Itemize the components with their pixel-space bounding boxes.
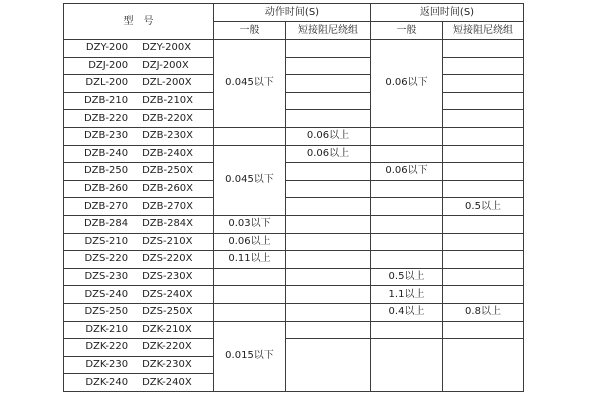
model-name: DZB-230 <box>83 130 129 142</box>
model-name: DZB-260 <box>83 183 129 195</box>
value-cell-return-damped <box>443 75 524 93</box>
model-name: DZB-250X <box>142 165 194 177</box>
model-name: DZB-230X <box>142 130 194 142</box>
value-cell-action-damped <box>286 180 371 198</box>
value-cell-return-damped <box>443 92 524 110</box>
model-name: DZK-210X <box>142 323 192 335</box>
table-row <box>64 180 524 198</box>
model-cell <box>64 40 214 58</box>
value-cell-return-damped <box>443 339 524 392</box>
value-cell-return-damped <box>443 251 524 269</box>
model-name: DZK-210 <box>85 323 129 335</box>
model-name: DZS-230 <box>84 271 129 283</box>
value-cell-return-damped <box>443 268 524 286</box>
value-cell-return-general: 0.06以下 <box>371 163 443 181</box>
table-row <box>64 145 524 163</box>
value-cell-action-general: 0.015以下 <box>214 321 286 391</box>
value-cell-return-general <box>371 127 443 145</box>
table-row <box>64 268 524 286</box>
table-row <box>64 198 524 216</box>
value-cell-action-damped <box>286 57 371 75</box>
header-action-general: 一般 <box>214 22 286 40</box>
value-cell-return-damped <box>443 110 524 128</box>
value-cell-action-damped <box>286 110 371 128</box>
model-name: DZS-220 <box>84 253 129 265</box>
value-cell-action-general: 0.045以下 <box>214 40 286 128</box>
header-row-1 <box>64 4 524 22</box>
relay-spec-table <box>63 3 524 392</box>
model-name: DZB-240 <box>83 147 129 159</box>
value-cell-action-general: 0.11以上 <box>214 251 286 269</box>
model-name: DZB-210X <box>142 95 194 107</box>
table-row <box>64 339 524 357</box>
model-cell <box>64 110 214 128</box>
table-row <box>64 215 524 233</box>
model-name: DZS-210 <box>84 235 129 247</box>
model-cell <box>64 57 214 75</box>
model-cell <box>64 303 214 321</box>
model-name: DZK-240 <box>85 376 129 388</box>
model-cell <box>64 268 214 286</box>
value-cell-action-damped <box>286 75 371 93</box>
model-cell <box>64 215 214 233</box>
value-cell-action-damped <box>286 233 371 251</box>
value-cell-return-damped: 0.5以上 <box>443 198 524 216</box>
model-name: DZB-220X <box>142 112 194 124</box>
model-name: DZB-270X <box>142 200 194 212</box>
value-cell-action-damped <box>286 251 371 269</box>
model-cell <box>64 286 214 304</box>
value-cell-action-damped <box>286 339 371 392</box>
model-cell <box>64 92 214 110</box>
value-cell-return-damped <box>443 180 524 198</box>
table-row <box>64 163 524 181</box>
table-row <box>64 251 524 269</box>
model-name: DZS-240 <box>84 288 129 300</box>
value-cell-return-damped <box>443 40 524 58</box>
value-cell-action-damped <box>286 92 371 110</box>
table-row <box>64 57 524 75</box>
value-cell-action-damped <box>286 215 371 233</box>
value-cell-action-general <box>214 127 286 145</box>
value-cell-action-general: 0.03以下 <box>214 215 286 233</box>
value-cell-return-general <box>371 215 443 233</box>
table-row <box>64 92 524 110</box>
model-name: DZK-230 <box>85 358 129 370</box>
value-cell-action-general <box>214 286 286 304</box>
model-name: DZJ-200X <box>142 59 189 71</box>
model-name: DZL-200X <box>142 77 192 89</box>
value-cell-action-damped <box>286 321 371 339</box>
model-cell <box>64 180 214 198</box>
header-return-general: 一般 <box>371 22 443 40</box>
table-row <box>64 321 524 339</box>
model-cell <box>64 339 214 357</box>
table-row <box>64 40 524 58</box>
model-cell <box>64 356 214 374</box>
value-cell-action-general: 0.06以上 <box>214 233 286 251</box>
model-name: DZS-250X <box>142 306 193 318</box>
value-cell-return-general <box>371 145 443 163</box>
model-name: DZB-210 <box>83 95 129 107</box>
value-cell-action-general <box>214 268 286 286</box>
model-name: DZK-220 <box>85 341 129 353</box>
value-cell-return-general <box>371 180 443 198</box>
table-header <box>64 4 524 40</box>
value-cell-return-general <box>371 251 443 269</box>
value-cell-return-general <box>371 321 443 339</box>
model-name: DZS-240X <box>142 288 193 300</box>
model-cell <box>64 145 214 163</box>
value-cell-action-damped <box>286 303 371 321</box>
model-cell <box>64 251 214 269</box>
header-action-damped: 短接阻尼绕组 <box>286 22 371 40</box>
value-cell-action-damped <box>286 286 371 304</box>
model-cell <box>64 75 214 93</box>
value-cell-return-general <box>371 339 443 392</box>
model-name: DZB-240X <box>142 147 194 159</box>
model-cell <box>64 233 214 251</box>
table-row <box>64 286 524 304</box>
model-name: DZB-260X <box>142 183 194 195</box>
model-name: DZB-220 <box>83 112 129 124</box>
table-row <box>64 110 524 128</box>
value-cell-return-damped <box>443 215 524 233</box>
value-cell-return-damped <box>443 145 524 163</box>
value-cell-return-general: 0.06以下 <box>371 40 443 128</box>
value-cell-return-damped <box>443 127 524 145</box>
model-name: DZK-220X <box>142 341 192 353</box>
header-return-time: 返回时间(S) <box>371 4 524 22</box>
model-name: DZS-230X <box>142 271 193 283</box>
model-name: DZB-284 <box>83 218 129 230</box>
value-cell-return-damped <box>443 233 524 251</box>
value-cell-return-general <box>371 198 443 216</box>
value-cell-action-damped: 0.06以上 <box>286 145 371 163</box>
model-name: DZS-210X <box>142 235 193 247</box>
value-cell-return-damped <box>443 163 524 181</box>
value-cell-return-damped <box>443 286 524 304</box>
value-cell-return-general: 0.4以上 <box>371 303 443 321</box>
model-name: DZK-240X <box>142 376 192 388</box>
table-row <box>64 303 524 321</box>
table-row <box>64 75 524 93</box>
model-name: DZY-200X <box>142 42 192 54</box>
model-name: DZS-250 <box>84 306 129 318</box>
value-cell-action-damped <box>286 40 371 58</box>
model-name: DZK-230X <box>142 358 192 370</box>
value-cell-action-damped <box>286 163 371 181</box>
header-return-damped: 短接阻尼绕组 <box>443 22 524 40</box>
model-name: DZY-200 <box>85 42 129 54</box>
value-cell-action-general <box>214 303 286 321</box>
value-cell-return-damped <box>443 57 524 75</box>
value-cell-return-general: 0.5以上 <box>371 268 443 286</box>
header-action-time: 动作时间(S) <box>214 4 371 22</box>
value-cell-action-general: 0.045以下 <box>214 145 286 215</box>
model-cell <box>64 198 214 216</box>
model-cell <box>64 127 214 145</box>
model-name: DZS-220X <box>142 253 193 265</box>
model-name: DZB-284X <box>142 218 194 230</box>
model-cell <box>64 321 214 339</box>
table-body <box>64 40 524 392</box>
value-cell-return-damped: 0.8以上 <box>443 303 524 321</box>
value-cell-return-general <box>371 233 443 251</box>
model-cell <box>64 374 214 392</box>
table-row <box>64 127 524 145</box>
model-cell <box>64 163 214 181</box>
value-cell-return-damped <box>443 321 524 339</box>
value-cell-return-general: 1.1以上 <box>371 286 443 304</box>
value-cell-action-damped: 0.06以上 <box>286 127 371 145</box>
model-name: DZB-270 <box>83 200 129 212</box>
value-cell-action-damped <box>286 198 371 216</box>
table-row <box>64 233 524 251</box>
value-cell-action-damped <box>286 268 371 286</box>
model-name: DZL-200 <box>85 77 129 89</box>
model-name: DZJ-200 <box>88 59 129 71</box>
model-name: DZB-250 <box>83 165 129 177</box>
header-model: 型 号 <box>64 4 214 40</box>
